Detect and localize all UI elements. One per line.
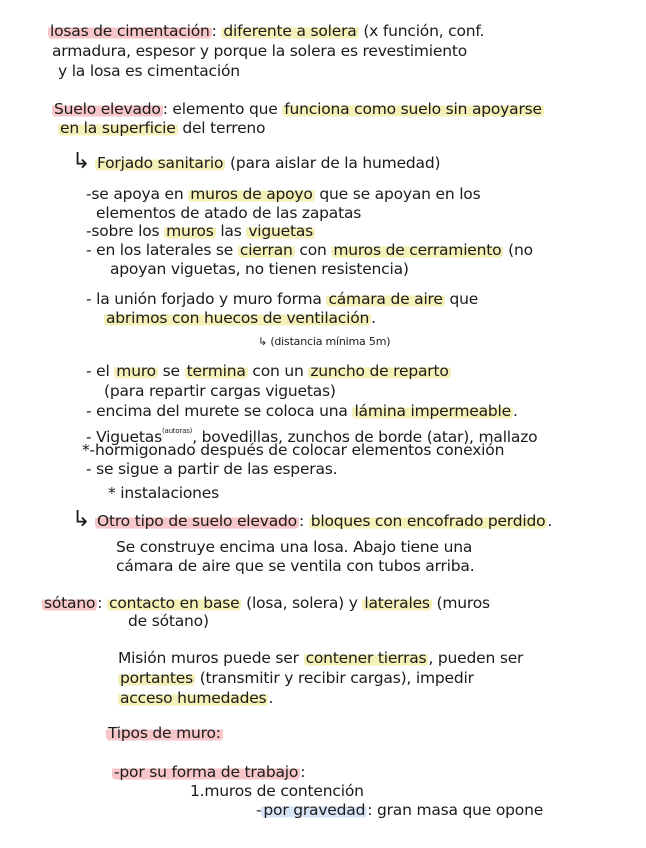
item-2: elementos de atado de las zapatas (96, 204, 362, 222)
forjado-line: ↳ Forjado sanitario (para aislar de la humedad) (72, 149, 441, 174)
otro-line-1: ↳ Otro tipo de suelo elevado : bloques con encofrado perdido . (72, 507, 553, 532)
otro-line-2: Se construye encima una losa. Abajo tiene una (116, 538, 473, 556)
losas-heading: losas de cimentación (50, 22, 210, 40)
item-1: -se apoya en muros de apoyo que se apoyan en los (86, 185, 481, 203)
tipos-line-1: -por su forma de trabajo : (114, 763, 306, 781)
item-15: * instalaciones (108, 484, 220, 502)
tipos-line-3: - por gravedad : gran masa que opone (256, 801, 544, 819)
otro-line-3: cámara de aire que se ventila con tubos arriba. (116, 557, 475, 575)
item-12: - Viguetas$^{(autoras)}$, bovedillas, zunchos de borde (atar), mallazo (86, 427, 538, 446)
item-3: -sobre los muros las viguetas (86, 222, 314, 240)
losas-highlight: diferente a solera (223, 22, 357, 40)
arrow-icon: ↳ (72, 149, 91, 174)
mision-line-1: Misión muros puede ser contener tierras , pueden ser (118, 649, 524, 667)
mision-line-2: portantes (transmitir y recibir cargas), impedir (120, 669, 474, 687)
otro-heading: Otro tipo de suelo elevado (96, 512, 297, 530)
item-4: - en los laterales se cierran con muros de cerramiento (no (86, 241, 533, 259)
tipos-heading-line (106, 724, 223, 742)
item-10: (para repartir cargas viguetas) (104, 382, 336, 400)
item-13: *-hormigonado después de colocar elementos conexión (82, 441, 505, 459)
item-9: - el muro se termina con un zuncho de reparto (86, 362, 449, 380)
tipos-line-2: 1.muros de contención (190, 782, 364, 800)
item-14: - se sigue a partir de las esperas. (86, 460, 338, 478)
item-8: ↳ (distancia mínima 5m) (258, 335, 391, 348)
losas-line-1: losas de cimentación : diferente a solera (x función, conf. (50, 22, 485, 40)
sotano-heading: sótano (44, 594, 96, 612)
tipos-heading: Tipos de muro: (108, 724, 221, 742)
item-7: abrimos con huecos de ventilación . (106, 309, 376, 327)
losas-line-3: y la losa es cimentación (58, 62, 240, 80)
sotano-line-1: sótano : contacto en base (losa, solera) y laterales (muros (44, 594, 490, 612)
suelo-line-2: en la superficie del terreno (60, 119, 266, 137)
arrow-icon: ↳ (72, 507, 91, 532)
suelo-heading: Suelo elevado (54, 100, 161, 118)
item-11: - encima del murete se coloca una lámina impermeable . (86, 402, 518, 420)
item-5: apoyan viguetas, no tienen resistencia) (110, 260, 409, 278)
sotano-line-2: de sótano) (128, 612, 209, 630)
suelo-line-1: Suelo elevado : elemento que funciona como suelo sin apoyarse (54, 100, 542, 118)
forjado-heading: Forjado sanitario (96, 154, 224, 172)
item-6: - la unión forjado y muro forma cámara de aire que (86, 290, 479, 308)
losas-line-2: armadura, espesor y porque la solera es revestimiento (52, 42, 468, 60)
mision-line-3: acceso humedades . (120, 689, 274, 707)
